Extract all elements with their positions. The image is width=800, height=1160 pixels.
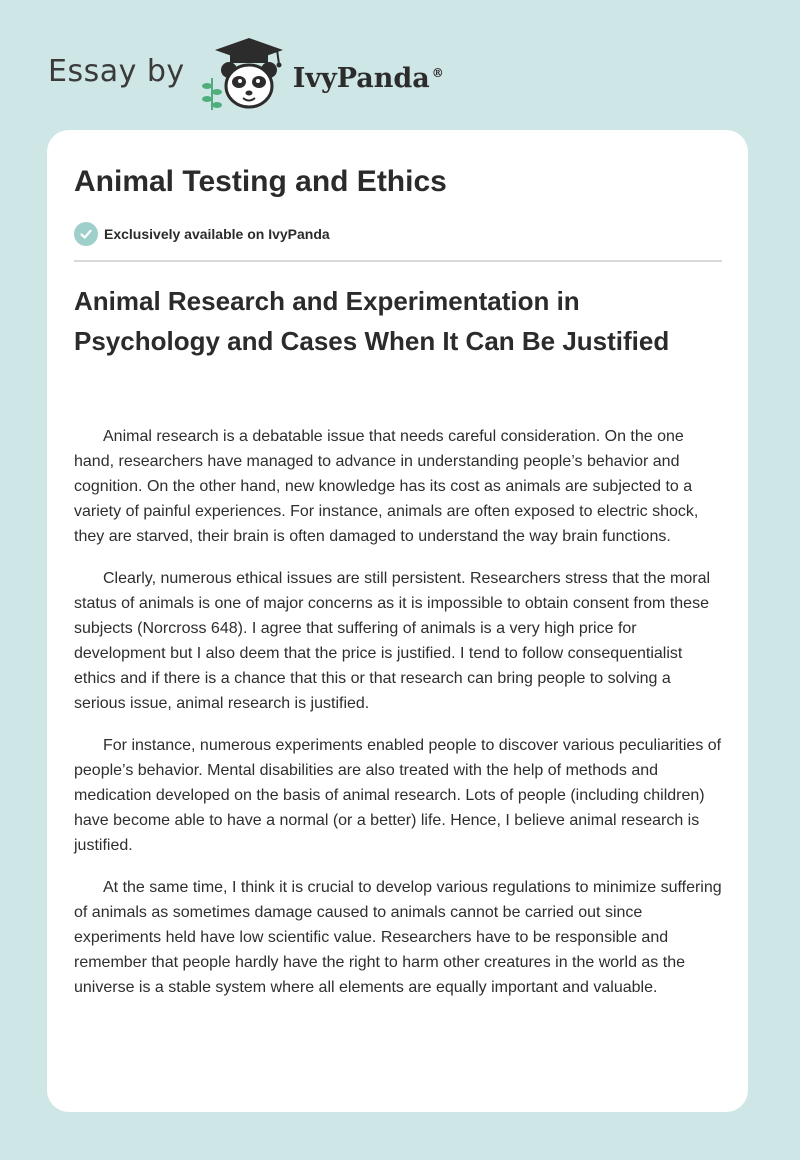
panda-graduate-logo-icon[interactable]: [199, 34, 291, 114]
brand-name[interactable]: IvyPanda ®: [292, 62, 444, 94]
site-header: [48, 36, 444, 116]
divider: [74, 260, 722, 262]
essay-body: [74, 424, 724, 1017]
paragraph: At the same time, I think it is crucial to develop various regulations to minimize suffering of animals as sometimes damage caused to animals cannot be carried out since experiments held have low scientific value. Researchers have to be responsible and remember that people hardly have the right to harm other creatures in the world as the universe is a stable system where all elements are equally important and valuable.: [74, 879, 722, 996]
paragraph: Animal research is a debatable issue that needs careful consideration. On the one hand, researchers have managed to advance in understanding people’s behavior and cognition. On the other hand, new knowledge has its cost as animals are subjected to a variety of painful experiences. For instance, animals are often exposed to electric shock, they are starved, their brain is often damaged to understand the way brain functions.: [74, 428, 699, 545]
check-circle-icon: [74, 222, 98, 246]
essay-by-label: Essay by: [48, 53, 185, 89]
paragraph: Clearly, numerous ethical issues are still persistent. Researchers stress that the moral status of animals is one of major concerns as it is impossible to obtain consent from these subjects (Norcross 648). I agree that suffering of animals is a very high price for development but I also deem that the price is justified. I tend to follow consequentialist ethics and if there is a chance that this or that research can bring people to solving a serious issue, animal research is justified.: [74, 570, 711, 712]
essay-card: [47, 130, 748, 1112]
badge-label: Exclusively available on IvyPanda: [104, 226, 330, 242]
essay-subtitle: Animal Research and Experimentation in Psychology and Cases When It Can Be Justified: [74, 286, 670, 356]
exclusive-badge: [74, 222, 330, 246]
paragraph: For instance, numerous experiments enabled people to discover various peculiarities of people’s behavior. Mental disabilities are also treated with the help of methods and medication developed on the basis of animal research. Lots of people (including children) have become able to have a normal (or a better) life. Hence, I believe animal research is justified.: [74, 737, 722, 854]
trademark-symbol: ®: [431, 65, 444, 80]
page-title: Animal Testing and Ethics: [74, 165, 447, 198]
